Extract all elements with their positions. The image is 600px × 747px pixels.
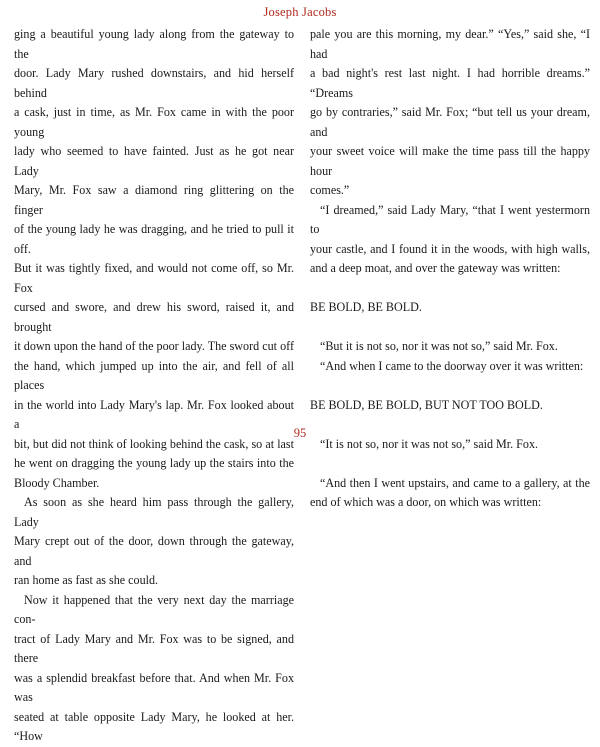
inscription-be-bold	[310, 298, 590, 318]
text-line: was a splendid breakfast before that. And when Mr. Fox was	[14, 670, 294, 704]
text-line: “I dreamed,” said Lady Mary, “that I went yestermorn to	[310, 202, 590, 236]
text-line: “It is not so, nor it was not so,” said Mr. Fox.	[320, 436, 539, 451]
text-line: comes.”	[310, 183, 350, 197]
text-line: ging a beautiful young lady along from the gateway to the	[14, 27, 294, 61]
page-number: 95	[293, 426, 307, 440]
left-paragraph-1	[14, 25, 294, 493]
left-column	[14, 25, 294, 747]
right-paragraph-2	[310, 201, 590, 279]
text-line: ran home as fast as she could.	[14, 573, 159, 587]
text-line: a cask, just in time, as Mr. Fox came in with the poor young	[14, 105, 294, 139]
text-line: But it was tightly fixed, and would not come off, so Mr. Fox	[14, 261, 294, 295]
text-line: your castle, and I found it in the woods, with high walls,	[310, 241, 590, 256]
text-line: lady who seemed to have fainted. Just as he got near Lady	[14, 144, 294, 178]
text-line: “But it is not so, nor it was not so,” said Mr. Fox.	[320, 339, 558, 353]
text-line: tract of Lady Mary and Mr. Fox was to be signed, and there	[14, 631, 294, 665]
left-paragraph-3	[14, 591, 294, 747]
text-line: he went on dragging the young lady up the stairs into the	[14, 456, 294, 470]
left-paragraph-2	[14, 493, 294, 591]
text-line: it down upon the hand of the poor lady. The sword cut off	[14, 339, 294, 353]
text-line: Now it happened that the very next day the marriage con-	[14, 592, 294, 626]
text-line: As soon as she heard him pass through the gallery, Lady	[14, 495, 294, 529]
text-line: end of which was a door, on which was written:	[310, 495, 542, 509]
text-line: bit, but did not think of looking behind the cask, so at last	[14, 436, 294, 451]
text-line: cursed and swore, and drew his sword, raised it, and brought	[14, 300, 294, 334]
text-line: BE BOLD, BE BOLD.	[310, 300, 422, 314]
text-line: your sweet voice will make the time pass till the happy hour	[310, 144, 590, 178]
right-paragraph-1	[310, 25, 590, 201]
right-paragraph-6	[310, 474, 590, 513]
running-head: Joseph Jacobs	[263, 5, 337, 19]
text-line: pale you are this morning, my dear.” “Yes,” said she, “I had	[310, 27, 590, 61]
text-line: door. Lady Mary rushed downstairs, and hid herself behind	[14, 66, 294, 100]
text-line: “And when I came to the doorway over it was written:	[320, 358, 584, 373]
text-line: and a deep moat, and over the gateway was written:	[310, 261, 561, 275]
text-line: of the young lady he was dragging, and he tried to pull it off.	[14, 222, 294, 256]
text-line: Bloody Chamber.	[14, 475, 100, 490]
text-line: “And then I went upstairs, and came to a gallery, at the	[320, 475, 590, 490]
inscription-not-too-bold	[310, 396, 590, 416]
text-line: go by contraries,” said Mr. Fox; “but tell us your dream, and	[310, 105, 590, 139]
text-line: seated at table opposite Lady Mary, he looked at her. “How	[14, 709, 294, 743]
text-line: in the world into Lady Mary's lap. Mr. Fox looked about a	[14, 397, 294, 431]
right-paragraph-3	[310, 337, 590, 357]
text-line: BE BOLD, BE BOLD, BUT NOT TOO BOLD.	[310, 397, 543, 412]
text-line: a bad night's rest last night. I had horrible dreams.” “Dreams	[310, 66, 590, 100]
text-line: Mary, Mr. Fox saw a diamond ring glittering on the finger	[14, 183, 294, 217]
text-line: Mary crept out of the door, down through the gateway, and	[14, 534, 294, 568]
right-paragraph-4	[310, 357, 590, 377]
text-line: the hand, which jumped up into the air, and fell of all places	[14, 358, 294, 392]
